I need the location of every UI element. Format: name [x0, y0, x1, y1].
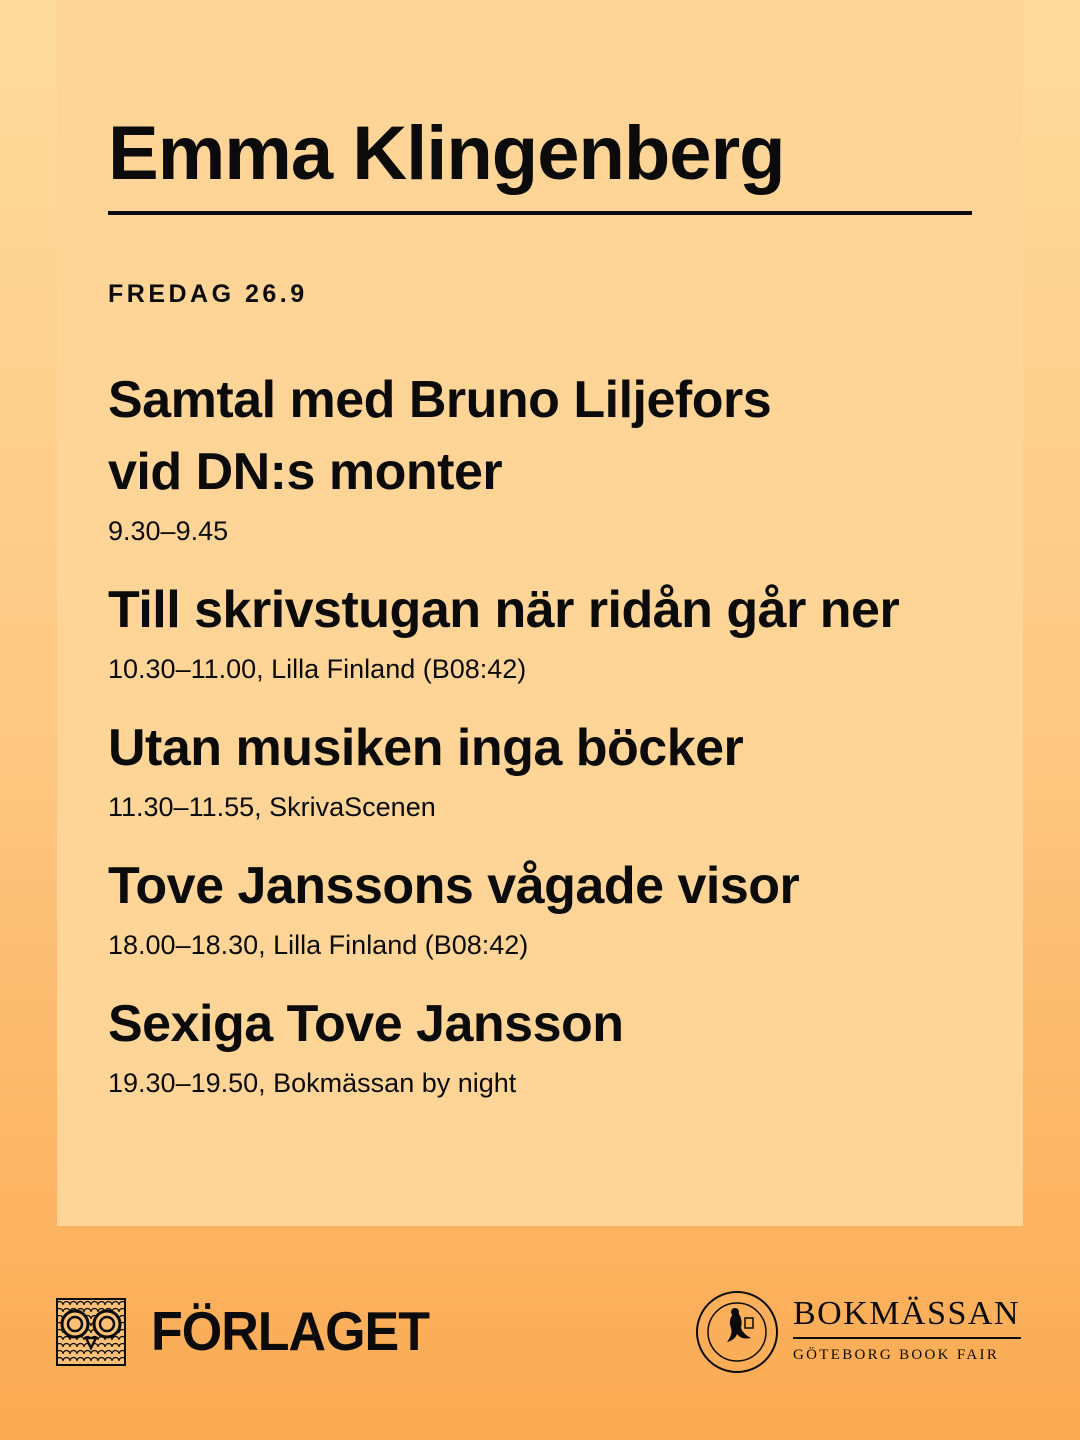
event-title: Utan musiken inga böcker: [108, 719, 744, 777]
event-time-location: 19.30–19.50, Bokmässan by night: [108, 1068, 517, 1098]
author-name: Emma Klingenberg: [108, 111, 785, 196]
event-title: Samtal med Bruno Liljefors vid DN:s monter: [108, 371, 772, 501]
day-heading: FREDAG 26.9: [108, 280, 308, 308]
book-fair-name: BOKMÄSSAN: [793, 1295, 1020, 1332]
owl-icon: [56, 1298, 126, 1366]
event-title: Tove Janssons vågade visor: [108, 857, 800, 915]
event-item: [108, 988, 1008, 1102]
event-item: [108, 574, 1008, 688]
event-time-location: 9.30–9.45: [108, 516, 229, 546]
book-fair-divider: [793, 1337, 1021, 1339]
publisher-name: FÖRLAGET: [151, 1301, 429, 1363]
book-fair-logo: [695, 1290, 1025, 1374]
mermaid-seal-icon: [695, 1290, 779, 1374]
title-divider: [108, 211, 972, 215]
event-list: [108, 364, 1008, 1126]
event-time-location: 11.30–11.55, SkrivaScenen: [108, 792, 436, 822]
event-title: Sexiga Tove Jansson: [108, 995, 624, 1053]
book-fair-subtitle: GÖTEBORG BOOK FAIR: [793, 1347, 1000, 1363]
event-item: [108, 364, 1008, 550]
event-time-location: 10.30–11.00, Lilla Finland (B08:42): [108, 654, 527, 684]
event-item: [108, 850, 1008, 964]
event-time-location: 18.00–18.30, Lilla Finland (B08:42): [108, 930, 529, 960]
event-item: [108, 712, 1008, 826]
event-title: Till skrivstugan när ridån går ner: [108, 581, 900, 639]
